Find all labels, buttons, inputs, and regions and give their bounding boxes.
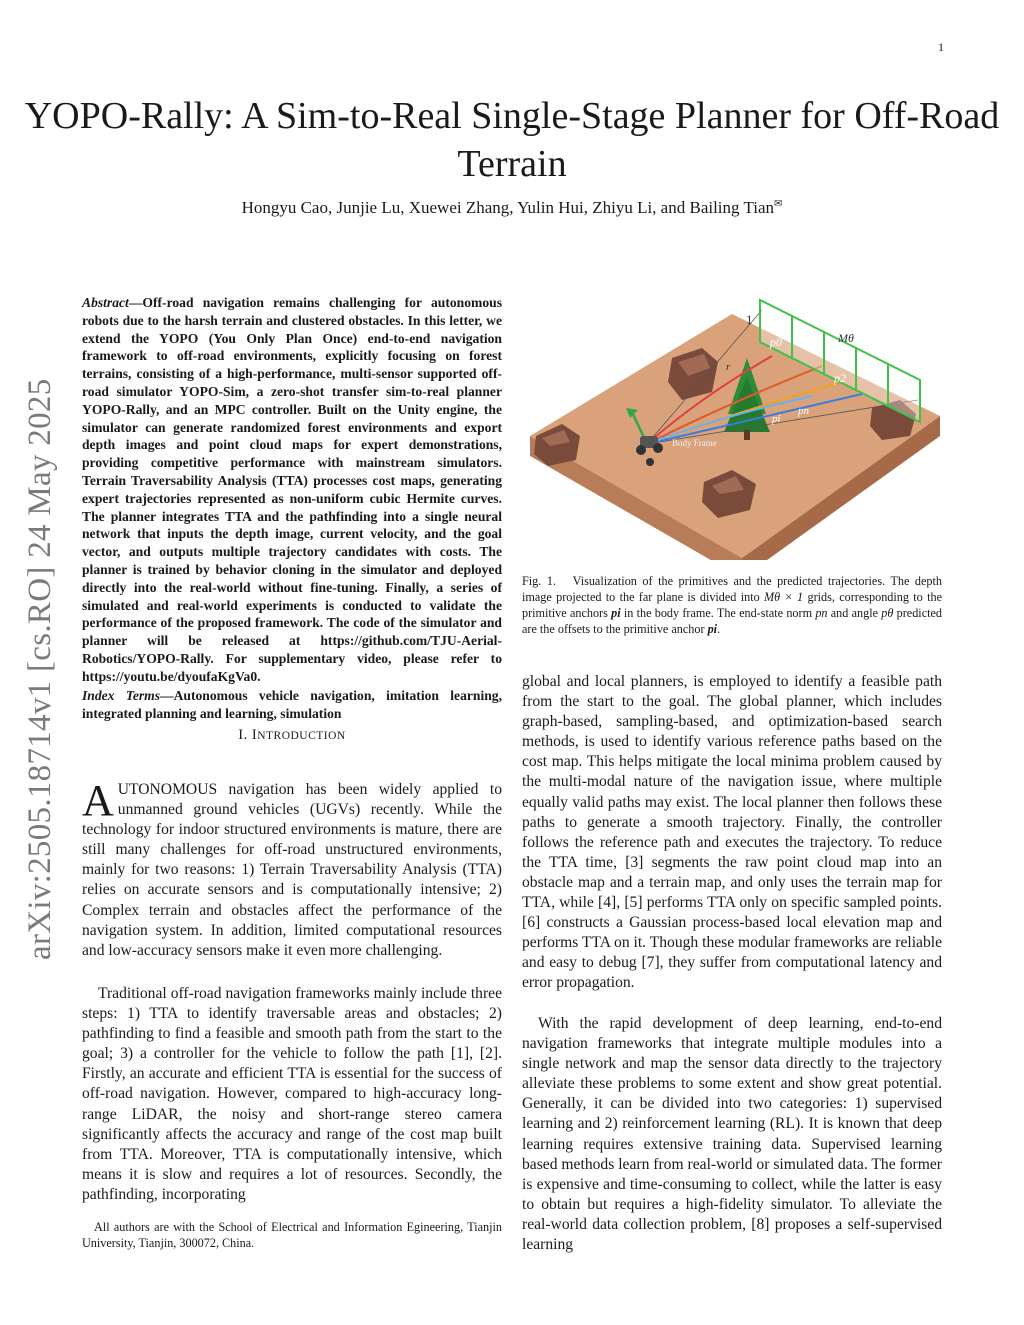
label-body-frame: Body Frame [672, 438, 717, 448]
caption-math-4: pθ [881, 606, 894, 620]
intro-lead-word: UTONOMOUS [117, 781, 218, 798]
abstract-label: Abstract [82, 295, 129, 310]
caption-text-4: and angle [827, 606, 882, 620]
figure-1-visualization [522, 296, 942, 560]
drop-cap: A [82, 776, 114, 825]
caption-text-2: grids, corresponding to the primitive anchors [522, 590, 942, 620]
caption-math-3: pn [815, 606, 828, 620]
label-pn: pn [798, 405, 809, 417]
caption-math-5: pi [707, 622, 718, 636]
section-heading [82, 727, 502, 744]
author-list [0, 198, 1024, 218]
caption-text-6: . [717, 622, 721, 636]
index-terms-text: —Autonomous vehicle navigation, imitation learning, integrated planning and learning, simulation [82, 688, 502, 721]
intro-p1-text: navigation has been widely applied to unmanned ground vehicles (UGVs) recently. While the technology for indoor structured environments is mature, there are still many challenges for off-road unstructured environments, mainly for two reasons: 1) Terrain Traversability Analysis (TTA) relies on accurate sensors and is computationally intensive; 2) Complex terrain and obstacles affect the performance of the navigation system. In addition, limited computational resources and low-accuracy sensors make it even more challenging. [82, 781, 502, 959]
caption-text-5: predicted are the offsets to the primitive anchor [522, 606, 942, 636]
abstract [82, 294, 502, 686]
label-r: r [726, 361, 731, 373]
author-names: Hongyu Cao, Junjie Lu, Xuewei Zhang, Yulin Hui, Zhiyu Li, and Bailing Tian [241, 198, 775, 217]
paper-title: YOPO-Rally: A Sim-to-Real Single-Stage Planner for Off-Road Terrain [24, 95, 1000, 185]
section-title-initial: I [251, 727, 258, 743]
intro-paragraph-1 [82, 776, 502, 961]
label-p2: p2 [834, 371, 846, 385]
arxiv-stamp: arXiv:2505.18714v1 [cs.RO] 24 May 2025 [22, 378, 58, 960]
right-paragraph-1: global and local planners, is employed to identify a feasible path from the start to the goal. The global planner, which includes graph-based, sampling-based, and optimization-based search methods, is used to identify various reference paths based on the cost map. This helps mitigate the local minima problem caused by the multi-modal nature of the navigation issue, where multiple equally valid paths may exist. The local planner then follows these paths to generate a smooth trajectory. Finally, the controller follows the reference path and executes the trajectory. To reduce the TTA time, [3] segments the raw point cloud map into an obstacle map and a terrain map, and only uses the terrain map for TTA, while [4], [5] performs TTA only on specific sampled points. [6] constructs a Gaussian process-based local elevation map and performs TTA on it. Though these modular frameworks are reliable and easy to debug [7], they suffer from computational latency and error propagation. [522, 673, 942, 992]
abstract-text: —Off-road navigation remains challenging for autonomous robots due to the harsh terrain and clustered obstacles. In this letter, we extend the YOPO (You Only Plan Once) end-to-end navigation framework to off-road environments, explicitly focusing on forest terrains, consisting of a high-performance, multi-sensor supported off-road simulator YOPO-Sim, a zero-shot transfer sim-to-real planner YOPO-Rally, and an MPC controller. Built on the Unity engine, the simulator can generate randomized forest environments and export depth images and point cloud maps for expert demonstrations, providing competitive performance with mainstream simulators. Terrain Traversability Analysis (TTA) processes cost maps, generating expert trajectories represented as non-uniform cubic Hermite curves. The planner integrates TTA and the pathfinding into a single neural network that inputs the depth image, current velocity, and the goal vector, and outputs multiple trajectory candidates with costs. The planner is trained by behavior cloning in the simulator and deployed directly into the real-world without fine-tuning. Finally, a series of simulated and real-world experiments is conducted to validate the performance of the proposed framework. The code of the simulator and planner will be released at https://github.com/TJU-Aerial-Robotics/YOPO-Rally. For supplementary video, please refer to https://youtu.be/dyoufaKgVa0. [82, 295, 502, 684]
caption-text-3: in the body frame. The end-state norm [620, 606, 816, 620]
caption-math-1: Mθ × 1 [764, 590, 804, 604]
right-paragraph-2: With the rapid development of deep learning, end-to-end navigation frameworks that integrate multiple modules into a single network and map the sensor data directly to the trajectory alleviate these problems to some extent and show great potential. Generally, it can be divided into two categories: 1) supervised learning and 2) reinforcement learning (RL). It is known that deep learning requires extensive training data. Supervised learning based methods learn from real-world or simulated data. The former is expensive and time-consuming to collect, while the latter is easy to obtain but requires a high-fidelity simulator. To alleviate the real-world data collection problem, [8] proposes a self-supervised learning [522, 1015, 942, 1254]
label-p0: p0 [770, 335, 782, 349]
ground-top [530, 314, 940, 558]
caption-label: Fig. 1. [522, 574, 556, 588]
affiliation-footnote: All authors are with the School of Electrical and Information Egineering, Tianjin University, Tianjin, 300072, China. [82, 1220, 502, 1250]
index-terms [82, 687, 502, 723]
caption-math-2: pi [611, 606, 621, 620]
caption-text-1: Visualization of the primitives and the predicted trajectories. The depth image projected to the far plane is divided into [522, 574, 943, 604]
label-one: 1 [746, 312, 753, 327]
label-m-theta: Mθ [838, 331, 854, 345]
section-number: I. [238, 727, 248, 743]
index-terms-label: Index Terms [82, 688, 161, 703]
label-pi: pi [772, 413, 781, 425]
intro-paragraph-2: Traditional off-road navigation frameworks mainly include three steps: 1) TTA to identify traversable areas and obstacles; 2) pathfinding to find a feasible and smooth path from the start to the goal; 3) a controller for the vehicle to follow the path [1], [2]. Firstly, an accurate and efficient TTA is essential for the success of off-road navigation. However, compared to high-accuracy long-range LiDAR, the noisy and short-range stereo camera significantly affects the accuracy and range of the cost map built from TTA. Moreover, TTA is computationally intensive, which means it is slow and requires a lot of resources. Secondly, the pathfinding, incorporating [82, 985, 502, 1203]
corresponding-author-mark: ✉ [774, 198, 783, 210]
section-title-rest: NTRODUCTION [257, 730, 346, 742]
page-number: 1 [938, 40, 944, 54]
figure-caption [522, 573, 942, 637]
